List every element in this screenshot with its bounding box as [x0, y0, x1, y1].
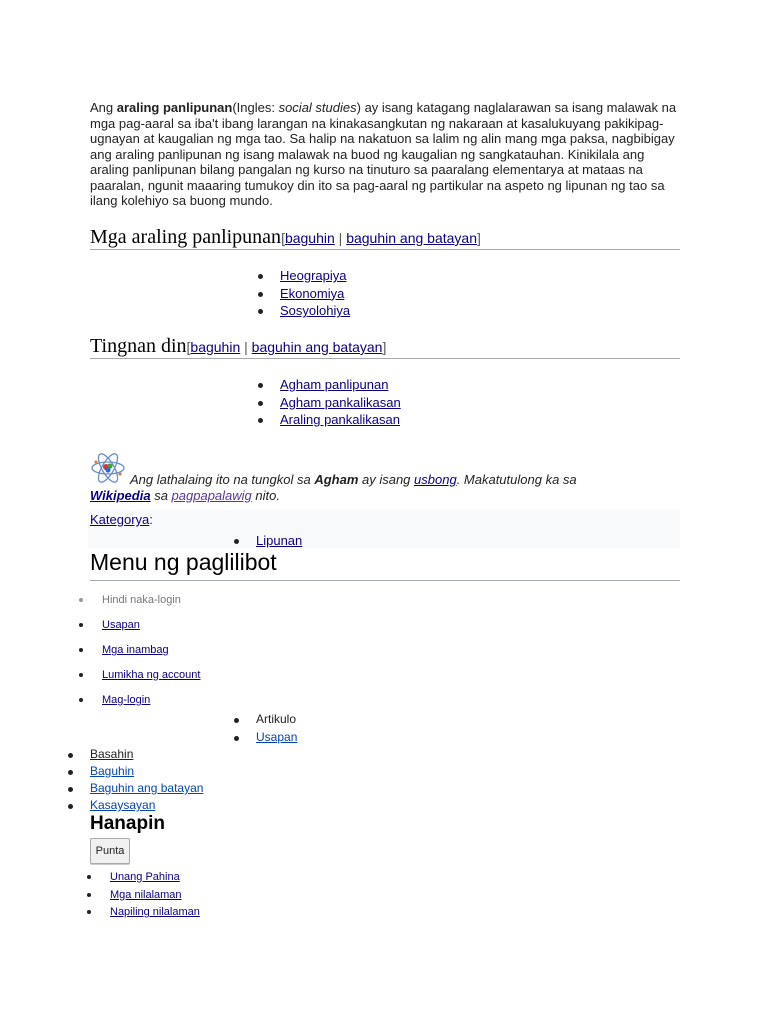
list-item — [256, 411, 401, 429]
tab-talk[interactable]: Usapan — [256, 729, 298, 744]
list-item — [86, 887, 200, 905]
list-item — [256, 376, 401, 394]
link-sosyolohiya[interactable]: Sosyolohiya — [280, 303, 351, 319]
views-list — [66, 746, 203, 814]
list-item — [256, 394, 401, 412]
list-item — [86, 869, 200, 887]
stub-text-line1: Ang lathalaing ito na tungkol sa Agham ay isang usbong. Makatutulong ka sa — [130, 472, 577, 487]
link-araling-pankalikasan[interactable]: Araling pankalikasan — [280, 412, 400, 428]
atom-icon — [90, 450, 126, 486]
see-also-list — [256, 376, 401, 429]
link-ekonomiya[interactable]: Ekonomiya — [280, 285, 345, 301]
section-title: Tingnan din — [90, 335, 187, 357]
namespaces-list — [232, 711, 297, 746]
stub-text-line2: Wikipedia sa pagpapalawig nito. — [90, 488, 280, 503]
search-heading: Hanapin — [90, 813, 165, 834]
tab-read[interactable]: Basahin — [90, 747, 134, 761]
edit-link[interactable]: baguhin — [190, 339, 241, 355]
list-item — [78, 692, 200, 717]
stub-link[interactable]: usbong — [414, 472, 457, 487]
intro-term: araling panlipunan — [116, 100, 233, 115]
tab-edit-source[interactable]: Baguhin ang batayan — [90, 781, 204, 795]
list-item — [66, 746, 203, 763]
tab-edit[interactable]: Baguhin — [90, 764, 135, 778]
create-account-link[interactable]: Lumikha ng account — [102, 669, 201, 681]
not-logged-in-text: Hindi naka-login — [78, 592, 200, 617]
section-heading-tingnan-din — [90, 335, 680, 359]
category-label-line: Kategorya: — [90, 512, 153, 527]
contents-link[interactable]: Mga nilalaman — [110, 888, 182, 901]
personal-tools-list — [78, 592, 200, 717]
go-button[interactable]: Punta — [90, 838, 130, 864]
category-list — [232, 532, 302, 550]
navigation-links-list — [86, 869, 200, 922]
edit-link[interactable]: baguhin — [284, 230, 335, 246]
navigation-menu-title: Menu ng paglilibot — [90, 549, 680, 581]
list-item — [86, 904, 200, 922]
list-item — [256, 267, 350, 285]
category-box — [88, 510, 680, 548]
intro-english-term: social studies — [278, 100, 357, 115]
tab-history[interactable]: Kasaysayan — [90, 798, 156, 812]
edit-links: [baguhin | baguhin ang batayan] — [186, 339, 387, 355]
link-agham-pankalikasan[interactable]: Agham pankalikasan — [280, 394, 401, 410]
tab-article[interactable]: Artikulo — [232, 711, 297, 729]
category-lipunan-link[interactable]: Lipunan — [256, 533, 303, 548]
list-item — [66, 797, 203, 814]
section-title: Mga araling panlipunan — [90, 226, 282, 248]
contributions-link[interactable]: Mga inambag — [102, 644, 169, 656]
list-item — [232, 729, 297, 747]
expand-link[interactable]: pagpapalawig — [171, 488, 252, 503]
section-heading-araling-panlipunan — [90, 226, 680, 250]
list-item — [78, 617, 200, 642]
stub-notice — [90, 450, 650, 504]
list-item — [232, 532, 302, 550]
edit-links: [baguhin | baguhin ang batayan] — [281, 230, 481, 246]
main-page-link[interactable]: Unang Pahina — [110, 871, 180, 883]
edit-source-link[interactable]: baguhin ang batayan — [251, 339, 383, 355]
list-item — [66, 763, 203, 780]
featured-content-link[interactable]: Napiling nilalaman — [110, 906, 200, 918]
list-item — [256, 285, 350, 303]
wikipedia-link[interactable]: Wikipedia — [90, 488, 151, 503]
category-link[interactable]: Kategorya — [90, 512, 150, 527]
list-item — [78, 642, 200, 667]
list-item — [66, 780, 203, 797]
link-heograpiya[interactable]: Heograpiya — [280, 268, 347, 283]
list-item — [256, 302, 350, 320]
user-talk-link[interactable]: Usapan — [102, 619, 140, 631]
intro-paragraph: Ang araling panlipunan(Ingles: social studies) ay isang katagang naglalarawan sa isang malawak na mga pag-aaral sa iba't ibang larangan na kinakasangkutan ng nakaraan at kasalukuyang pakikipag-ugnayan at kaugalian ng mga tao. Sa halip na nakatuon sa lalim ng alin mang mga paksa, nagbibigay ang araling panlipunan ng isang malawak na buod ng kaugalian ng sangkatauhan. Kinikilala ang araling panlipunan bilang pangalan ng kurso na tinuturo sa paaralang elementarya at mataas na paaralan, ngunit maaaring tumukoy din ito sa pag-aaral ng partikular na aspeto ng lipunan ng tao sa ilang kolehiyo sa buong mundo. — [90, 100, 677, 208]
edit-source-link[interactable]: baguhin ang batayan — [346, 230, 477, 246]
link-agham-panlipunan[interactable]: Agham panlipunan — [280, 377, 389, 392]
social-studies-list — [256, 267, 350, 320]
stub-topic: Agham — [314, 472, 359, 487]
login-link[interactable]: Mag-login — [102, 694, 151, 706]
list-item — [78, 667, 200, 692]
